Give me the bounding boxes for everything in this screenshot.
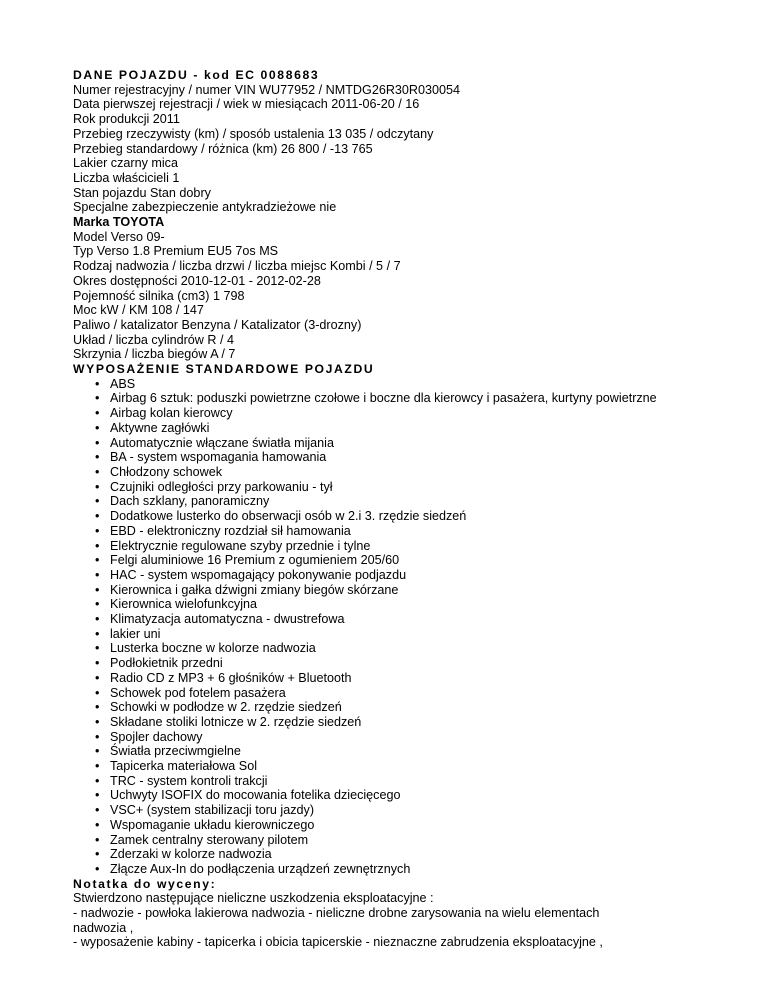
equipment-item	[73, 568, 753, 583]
bullet-icon: •	[95, 435, 100, 450]
vehicle-detail-line: Rok produkcji 2011	[73, 112, 180, 127]
equipment-item	[73, 788, 753, 803]
equipment-item	[73, 421, 753, 436]
equipment-item-label: Aktywne zagłówki	[110, 420, 210, 435]
equipment-item-label: Spojler dachowy	[110, 729, 203, 744]
equipment-item-label: EBD - elektroniczny rozdział sił hamowania	[110, 523, 351, 538]
note-line: - nadwozie - powłoka lakierowa nadwozia - nieliczne drobne zarysowania na wielu elementach	[73, 906, 600, 921]
equipment-item-label: Airbag kolan kierowcy	[110, 406, 233, 421]
equipment-item-label: Schowki w podłodze w 2. rzędzie siedzeń	[110, 700, 342, 715]
equipment-item-label: Światła przeciwmgielne	[110, 744, 241, 759]
equipment-item	[73, 803, 753, 818]
bullet-icon: •	[95, 376, 100, 391]
equipment-item-label: Kierownica i gałka dźwigni zmiany biegów skórzane	[110, 582, 399, 597]
equipment-item-label: Schowek pod fotelem pasażera	[110, 685, 286, 700]
equipment-item	[73, 730, 753, 745]
equipment-item	[73, 744, 753, 759]
bullet-icon: •	[95, 656, 100, 671]
note-line: - wyposażenie kabiny - tapicerka i obicia tapicerskie - nieznaczne zabrudzenia eksploatacyjne ,	[73, 935, 603, 950]
bullet-icon: •	[95, 567, 100, 582]
bullet-icon: •	[95, 744, 100, 759]
equipment-item-label: Automatycznie włączane światła mijania	[110, 435, 334, 450]
bullet-icon: •	[95, 582, 100, 597]
bullet-icon: •	[95, 817, 100, 832]
bullet-icon: •	[95, 803, 100, 818]
bullet-icon: •	[95, 464, 100, 479]
bullet-icon: •	[95, 612, 100, 627]
equipment-item-label: TRC - system kontroli trakcji	[110, 773, 268, 788]
equipment-item	[73, 641, 753, 656]
valuation-note	[73, 891, 753, 950]
equipment-item	[73, 715, 753, 730]
equipment-item-label: Podłokietnik przedni	[110, 656, 223, 671]
equipment-item	[73, 539, 753, 554]
document-page	[73, 68, 753, 950]
equipment-item	[73, 700, 753, 715]
equipment-item-label: Lusterka boczne w kolorze nadwozia	[110, 641, 316, 656]
equipment-item-label: Złącze Aux-In do podłączenia urządzeń zewnętrznych	[110, 861, 411, 876]
vehicle-detail-line: Okres dostępności 2010-12-01 - 2012-02-28	[73, 273, 321, 288]
equipment-item-label: VSC+ (system stabilizacji toru jazdy)	[110, 803, 315, 818]
equipment-item	[73, 436, 753, 451]
equipment-item-label: lakier uni	[110, 626, 161, 641]
equipment-item	[73, 686, 753, 701]
equipment-item-label: BA - system wspomagania hamowania	[110, 450, 327, 465]
equipment-item	[73, 833, 753, 848]
bullet-icon: •	[95, 479, 100, 494]
vehicle-detail-line: Moc kW / KM 108 / 147	[73, 303, 204, 318]
bullet-icon: •	[95, 450, 100, 465]
equipment-item-label: Dodatkowe lusterko do obserwacji osób w 2.i 3. rzędzie siedzeń	[110, 509, 467, 524]
bullet-icon: •	[95, 494, 100, 509]
vehicle-detail-line: Przebieg standardowy / różnica (km) 26 800 / -13 765	[73, 141, 373, 156]
vehicle-detail-line: Numer rejestracyjny / numer VIN WU77952 / NMTDG26R30R030054	[73, 82, 461, 97]
equipment-item-label: ABS	[110, 376, 136, 391]
equipment-item	[73, 597, 753, 612]
bullet-icon: •	[95, 509, 100, 524]
bullet-icon: •	[95, 759, 100, 774]
equipment-item-label: Kierownica wielofunkcyjna	[110, 597, 257, 612]
bullet-icon: •	[95, 641, 100, 656]
equipment-item	[73, 656, 753, 671]
bullet-icon: •	[95, 670, 100, 685]
bullet-icon: •	[95, 861, 100, 876]
equipment-item-label: Airbag 6 sztuk: poduszki powietrzne czołowe i boczne dla kierowcy i pasażera, kurtyny powietrzne	[110, 391, 657, 406]
vehicle-detail-line: Lakier czarny mica	[73, 156, 178, 171]
note-line: nadwozia ,	[73, 920, 134, 935]
equipment-item-label: Dach szklany, panoramiczny	[110, 494, 270, 509]
bullet-icon: •	[95, 420, 100, 435]
equipment-item	[73, 627, 753, 642]
equipment-item	[73, 612, 753, 627]
vehicle-detail-line: Rodzaj nadwozia / liczba drzwi / liczba miejsc Kombi / 5 / 7	[73, 259, 401, 274]
equipment-item	[73, 774, 753, 789]
vehicle-brand: Marka TOYOTA	[73, 215, 165, 230]
bullet-icon: •	[95, 597, 100, 612]
equipment-item	[73, 391, 753, 406]
valuation-note-heading: Notatka do wyceny:	[73, 876, 217, 891]
equipment-item-label: Chłodzony schowek	[110, 464, 223, 479]
equipment-item	[73, 818, 753, 833]
note-line: Stwierdzono następujące nieliczne uszkodzenia eksploatacyjne :	[73, 891, 434, 906]
bullet-icon: •	[95, 714, 100, 729]
vehicle-details	[73, 83, 753, 362]
bullet-icon: •	[95, 553, 100, 568]
bullet-icon: •	[95, 538, 100, 553]
equipment-item	[73, 862, 753, 877]
vehicle-detail-line: Typ Verso 1.8 Premium EU5 7os MS	[73, 244, 279, 259]
standard-equipment-heading: WYPOSAŻENIE STANDARDOWE POJAZDU	[73, 362, 375, 377]
equipment-item-label: Radio CD z MP3 + 6 głośników + Bluetooth	[110, 670, 352, 685]
vehicle-detail-line: Liczba właścicieli 1	[73, 170, 180, 185]
vehicle-detail-line: Data pierwszej rejestracji / wiek w miesiącach 2011-06-20 / 16	[73, 97, 420, 112]
equipment-item	[73, 494, 753, 509]
equipment-item	[73, 465, 753, 480]
equipment-item	[73, 759, 753, 774]
equipment-item	[73, 509, 753, 524]
vehicle-detail-line: Specjalne zabezpieczenie antykradzieżowe nie	[73, 200, 337, 215]
equipment-item-label: Felgi aluminiowe 16 Premium z ogumieniem 205/60	[110, 553, 400, 568]
equipment-item-label: Uchwyty ISOFIX do mocowania fotelika dziecięcego	[110, 788, 401, 803]
equipment-item	[73, 524, 753, 539]
vehicle-detail-line: Paliwo / katalizator Benzyna / Katalizator (3-drozny)	[73, 317, 362, 332]
bullet-icon: •	[95, 685, 100, 700]
equipment-item-label: HAC - system wspomagający pokonywanie podjazdu	[110, 567, 407, 582]
vehicle-detail-line: Skrzynia / liczba biegów A / 7	[73, 347, 236, 362]
vehicle-data-heading: DANE POJAZDU - kod EC 0088683	[73, 68, 320, 82]
equipment-item-label: Tapicerka materiałowa Sol	[110, 759, 257, 774]
vehicle-detail-line: Pojemność silnika (cm3) 1 798	[73, 288, 245, 303]
bullet-icon: •	[95, 391, 100, 406]
equipment-item-label: Zderzaki w kolorze nadwozia	[110, 847, 272, 862]
bullet-icon: •	[95, 788, 100, 803]
bullet-icon: •	[95, 729, 100, 744]
equipment-item-label: Elektrycznie regulowane szyby przednie i tylne	[110, 538, 371, 553]
equipment-item	[73, 406, 753, 421]
bullet-icon: •	[95, 700, 100, 715]
vehicle-detail-line: Model Verso 09-	[73, 229, 165, 244]
equipment-list	[73, 377, 753, 877]
equipment-item	[73, 450, 753, 465]
bullet-icon: •	[95, 626, 100, 641]
equipment-item	[73, 480, 753, 495]
bullet-icon: •	[95, 847, 100, 862]
vehicle-detail-line: Stan pojazdu Stan dobry	[73, 185, 211, 200]
equipment-item	[73, 847, 753, 862]
bullet-icon: •	[95, 832, 100, 847]
equipment-item-label: Czujniki odległości przy parkowaniu - tył	[110, 479, 333, 494]
vehicle-detail-line: Układ / liczba cylindrów R / 4	[73, 332, 234, 347]
bullet-icon: •	[95, 406, 100, 421]
bullet-icon: •	[95, 523, 100, 538]
equipment-item	[73, 671, 753, 686]
equipment-item-label: Składane stoliki lotnicze w 2. rzędzie siedzeń	[110, 714, 362, 729]
equipment-item	[73, 377, 753, 392]
equipment-item-label: Wspomaganie układu kierowniczego	[110, 817, 315, 832]
equipment-item	[73, 553, 753, 568]
equipment-item-label: Klimatyzacja automatyczna - dwustrefowa	[110, 612, 345, 627]
equipment-item	[73, 583, 753, 598]
bullet-icon: •	[95, 773, 100, 788]
equipment-item-label: Zamek centralny sterowany pilotem	[110, 832, 309, 847]
vehicle-detail-line: Przebieg rzeczywisty (km) / sposób ustalenia 13 035 / odczytany	[73, 126, 434, 141]
